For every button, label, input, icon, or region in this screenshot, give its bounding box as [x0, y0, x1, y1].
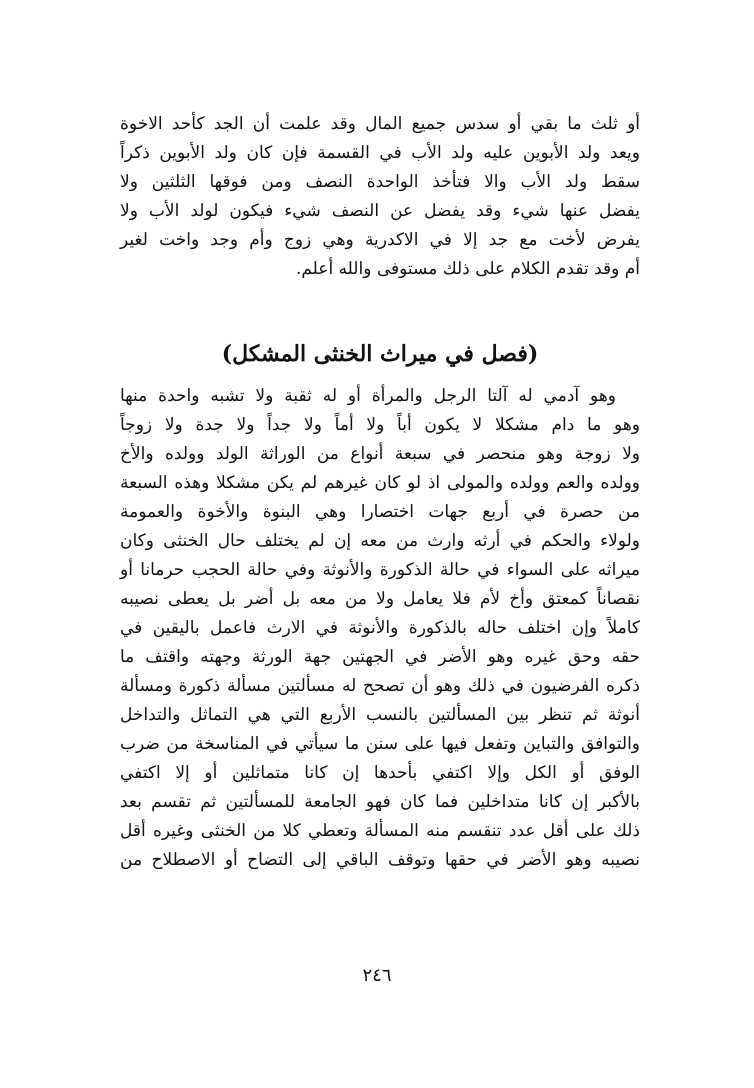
text-line: أم وقد تقدم الكلام على ذلك مستوفى والله أعلم.: [295, 259, 640, 279]
text-line: أو ثلث ما بقي أو سدس جميع المال وقد علمت أن الجد كأحد الاخوة: [120, 114, 640, 134]
text-line: ميراثه على السواء في حالة الذكورة والأنوثة وفي حالة الحجب حرمانا أو: [120, 560, 640, 580]
text-line: ذكره الفرضيون في ذلك وهو أن تصحح له مسألتين مسألة ذكورة ومسألة: [120, 676, 640, 696]
text-line: وهو ما دام مشكلا لا يكون أباً ولا أماً ولا جداً ولا جدة ولا زوجاً: [120, 415, 640, 435]
text-line: الوفق أو الكل وإلا اكتفي بأحدها إن كانا متماثلين أو إلا اكتفي: [120, 763, 640, 783]
text-line: ولولاء والحكم في أرثه وارث من معه إن لم يختلف حال الخنثى وكان: [120, 531, 640, 551]
text-line: نصيبه وهو الأضر في حقها وتوقف الباقي إلى التضاح أو الاصطلاح من: [120, 850, 640, 870]
text-line: وولده والعم وولده والمولى اذ لو كان غيرهم لم يكن مشكلا وهذه السبعة: [120, 473, 640, 493]
text-line: والتوافق والتباين وتفعل فيها على سنن ما سيأتي في المناسخة من ضرب: [120, 734, 640, 754]
text-line: وهو آدمي له آلتا الرجل والمرأة أو له ثقبة ولا تشبه واحدة منها: [120, 386, 616, 406]
text-line: كاملاً وإن اختلف حاله بالذكورة والأنوثة في الارث فاعمل باليقين في: [120, 618, 640, 638]
section-heading: (فصل في ميراث الخنثى المشكل): [221, 341, 539, 367]
paragraph-continuation: [120, 110, 640, 284]
text-line: نقصاناً كمعتق وأخ لأم فلا يعامل ولا من معه بل أضر بل يعطى نصيبه: [120, 589, 640, 609]
text-line: من حصرة في أربع جهات اختصارا وهي البنوة والأخوة والعمومة: [120, 502, 640, 522]
paragraph-hermaphrodite-inheritance: [120, 382, 640, 875]
text-line: يفرض لأخت مع جد إلا في الاكدرية وهي زوج وأم وجد واخت لغير: [120, 230, 640, 250]
text-line: بالأكبر إن كانا متداخلين فما كان فهو الجامعة للمسألتين ثم تقسم بعد: [120, 792, 640, 812]
text-line: أنوثة ثم تنظر بين المسألتين بالنسب الأربع التي هي التماثل والتداخل: [120, 705, 640, 725]
text-line: سقط ولد الأب والا فتأخذ الواحدة النصف ومن فوقها الثلثين ولا: [120, 172, 640, 192]
text-line: ولا زوجة وهو منحصر في سبعة أنواع من الوراثة الولد وولده والأخ: [120, 444, 640, 464]
text-line: ذلك على أقل عدد تنقسم منه المسألة وتعطي كلا من الخنثى وغيره أقل: [120, 821, 640, 841]
text-line: يفضل عنها شيء وقد يفضل عن النصف شيء فيكون لولد الأب ولا: [120, 201, 640, 221]
page-number: ٢٤٦: [362, 965, 392, 986]
text-line: ويعد ولد الأبوين عليه ولد الأب في القسمة فإن كان ولد الأبوين ذكراً: [120, 143, 640, 163]
text-line: حقه وحق غيره وهو الأضر في الجهتين جهة الورثة وجهته واقتف ما: [120, 647, 640, 667]
